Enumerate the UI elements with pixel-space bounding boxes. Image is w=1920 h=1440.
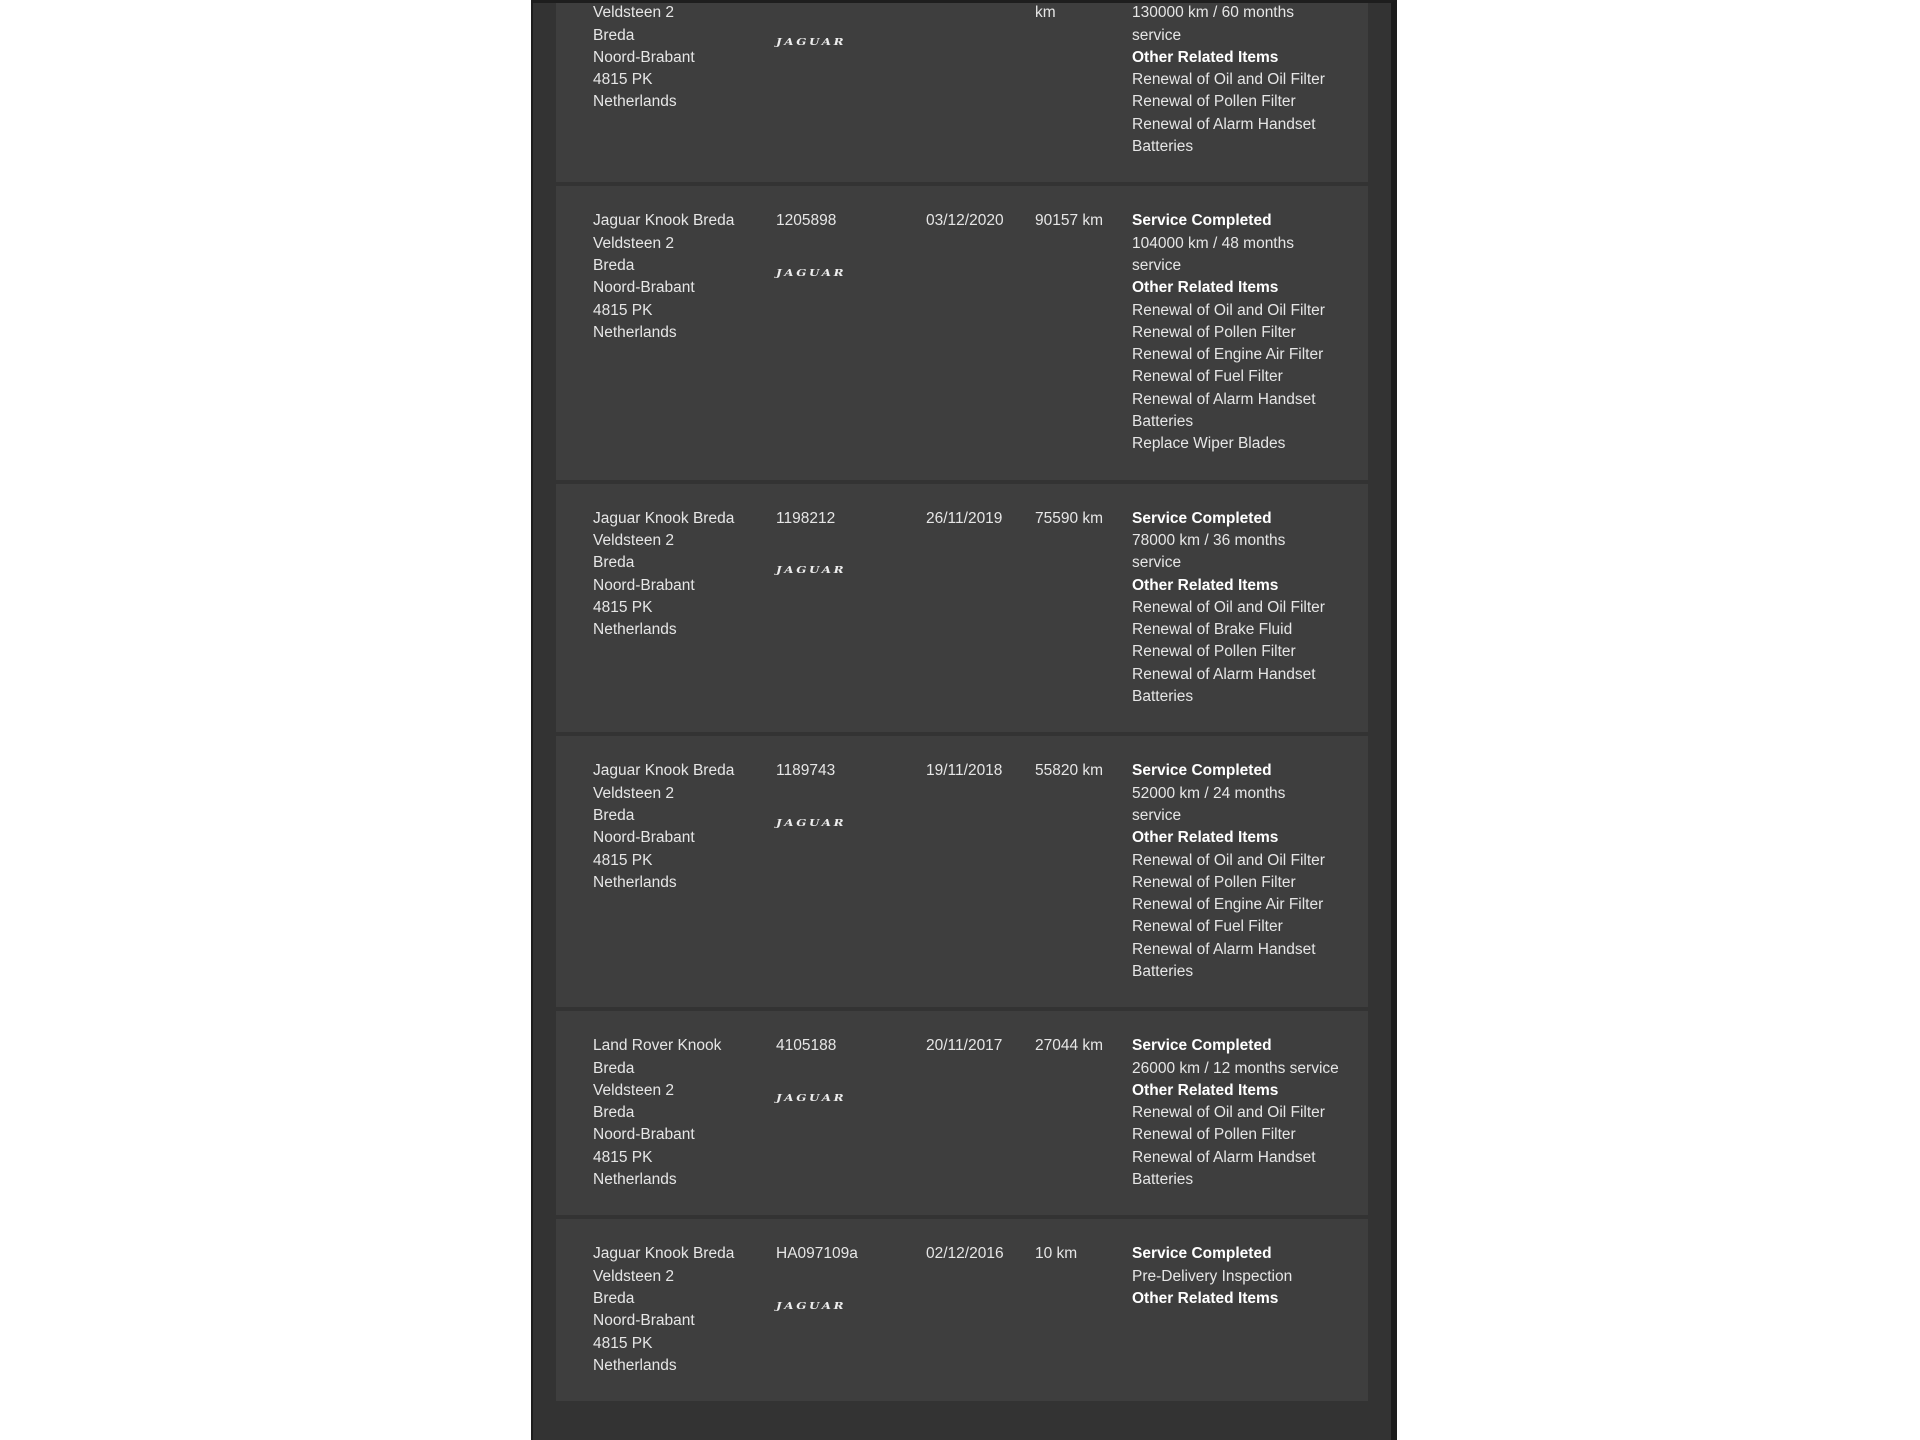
service-completed-heading: Service Completed xyxy=(1132,509,1272,527)
address-line: Netherlands xyxy=(593,1171,677,1189)
jaguar-logo: JAGUAR xyxy=(776,1300,847,1312)
jaguar-logo: JAGUAR xyxy=(776,267,847,279)
service-mileage: 90157 km xyxy=(1035,212,1104,230)
related-item: Renewal of Oil and Oil Filter xyxy=(1132,851,1325,869)
related-item: Renewal of Oil and Oil Filter xyxy=(1132,1104,1325,1122)
related-item: Renewal of Fuel Filter xyxy=(1132,368,1283,386)
related-item: Batteries xyxy=(1132,413,1194,431)
other-related-items-heading: Other Related Items xyxy=(1132,829,1279,847)
service-record xyxy=(556,484,1368,733)
service-completed-heading: Service Completed xyxy=(1132,1245,1272,1263)
service-date: 03/12/2020 xyxy=(926,212,1004,230)
service-description: service xyxy=(1132,26,1182,44)
record-spacer xyxy=(556,1243,593,1377)
address-line: Noord-Brabant xyxy=(593,279,695,297)
related-item: Renewal of Oil and Oil Filter xyxy=(1132,301,1325,319)
dealer-address xyxy=(593,508,776,709)
service-description: 104000 km / 48 months xyxy=(1132,234,1294,252)
record-spacer xyxy=(556,508,593,709)
related-item: Renewal of Engine Air Filter xyxy=(1132,346,1324,364)
service-description: service xyxy=(1132,806,1182,824)
record-spacer xyxy=(556,1035,593,1191)
service-details xyxy=(1132,0,1368,158)
service-reference-number: 4105188 xyxy=(776,1037,837,1055)
address-line: Jaguar Knook Breda xyxy=(593,212,735,230)
jaguar-logo: JAGUAR xyxy=(776,564,847,576)
address-line: Land Rover Knook xyxy=(593,1037,722,1055)
address-line: Breda xyxy=(593,1289,635,1307)
service-description: 26000 km / 12 months service xyxy=(1132,1059,1339,1077)
address-line: Breda xyxy=(593,26,635,44)
address-line: Netherlands xyxy=(593,1356,677,1374)
service-details xyxy=(1132,210,1368,455)
address-line: Netherlands xyxy=(593,873,677,891)
service-date xyxy=(926,0,1035,158)
address-line: Noord-Brabant xyxy=(593,48,695,66)
related-item: Renewal of Fuel Filter xyxy=(1132,918,1283,936)
address-line: Veldsteen 2 xyxy=(593,531,675,549)
other-related-items-heading: Other Related Items xyxy=(1132,1289,1279,1307)
address-line: Noord-Brabant xyxy=(593,829,695,847)
related-item: Renewal of Pollen Filter xyxy=(1132,643,1296,661)
service-history-panel xyxy=(531,0,1397,1440)
reference-column xyxy=(776,1035,926,1191)
jaguar-logo: JAGUAR xyxy=(776,1092,847,1104)
service-description: 78000 km / 36 months xyxy=(1132,531,1286,549)
jaguar-logo: JAGUAR xyxy=(776,36,847,48)
related-item: Renewal of Pollen Filter xyxy=(1132,93,1296,111)
address-line: Noord-Brabant xyxy=(593,1312,695,1330)
service-reference-number: 1198212 xyxy=(776,509,836,527)
service-description: Pre-Delivery Inspection xyxy=(1132,1267,1293,1285)
address-line: Breda xyxy=(593,1104,635,1122)
other-related-items-heading: Other Related Items xyxy=(1132,48,1279,66)
address-line: Netherlands xyxy=(593,621,677,639)
address-line: Breda xyxy=(593,554,635,572)
service-mileage: 55820 km xyxy=(1035,762,1104,780)
related-item: Renewal of Alarm Handset xyxy=(1132,115,1316,133)
service-date: 19/11/2018 xyxy=(926,762,1003,780)
address-line: Jaguar Knook Breda xyxy=(593,762,735,780)
service-history-list xyxy=(556,0,1368,1401)
record-spacer xyxy=(556,760,593,983)
service-mileage: 10 km xyxy=(1035,1245,1078,1263)
service-mileage: km xyxy=(1035,4,1056,22)
reference-column xyxy=(776,210,926,455)
related-item: Renewal of Oil and Oil Filter xyxy=(1132,598,1325,616)
service-record xyxy=(556,0,1368,182)
related-item: Renewal of Brake Fluid xyxy=(1132,621,1293,639)
address-line: Veldsteen 2 xyxy=(593,784,675,802)
address-line: Breda xyxy=(593,806,635,824)
service-date: 26/11/2019 xyxy=(926,509,1003,527)
service-reference-number xyxy=(776,0,926,2)
related-item: Renewal of Oil and Oil Filter xyxy=(1132,71,1325,89)
related-item: Batteries xyxy=(1132,138,1194,156)
service-description: 130000 km / 60 months xyxy=(1132,4,1294,22)
address-line: Jaguar Knook Breda xyxy=(593,509,735,527)
address-line: Veldsteen 2 xyxy=(593,234,675,252)
other-related-items-heading: Other Related Items xyxy=(1132,1081,1279,1099)
service-details xyxy=(1132,1243,1368,1377)
reference-column xyxy=(776,0,926,158)
address-line: Jaguar Knook Breda xyxy=(593,1245,735,1263)
dealer-address xyxy=(593,210,776,455)
jaguar-logo: JAGUAR xyxy=(776,817,847,829)
address-line: 4815 PK xyxy=(593,71,653,89)
service-completed-heading: Service Completed xyxy=(1132,1037,1272,1055)
related-item: Renewal of Engine Air Filter xyxy=(1132,896,1324,914)
address-line: Noord-Brabant xyxy=(593,1126,695,1144)
related-item: Renewal of Alarm Handset xyxy=(1132,940,1316,958)
service-details xyxy=(1132,760,1368,983)
dealer-address xyxy=(593,1243,776,1377)
service-mileage: 75590 km xyxy=(1035,509,1104,527)
related-item: Batteries xyxy=(1132,962,1194,980)
service-completed-heading: Service Completed xyxy=(1132,212,1272,230)
service-reference-number: 1189743 xyxy=(776,762,836,780)
address-line: Breda xyxy=(593,256,635,274)
address-line: Veldsteen 2 xyxy=(593,1267,675,1285)
address-line: Netherlands xyxy=(593,323,677,341)
dealer-address xyxy=(593,0,776,158)
service-details xyxy=(1132,508,1368,709)
service-reference-number: HA097109a xyxy=(776,1245,858,1263)
address-line: 4815 PK xyxy=(593,851,653,869)
related-item: Renewal of Alarm Handset xyxy=(1132,665,1316,683)
service-description: service xyxy=(1132,256,1182,274)
address-line: 4815 PK xyxy=(593,1334,653,1352)
service-description: 52000 km / 24 months xyxy=(1132,784,1286,802)
record-spacer xyxy=(556,210,593,455)
record-spacer xyxy=(556,0,593,158)
reference-column xyxy=(776,760,926,983)
address-line: Veldsteen 2 xyxy=(593,4,675,22)
service-record xyxy=(556,736,1368,1007)
service-reference-number: 1205898 xyxy=(776,212,837,230)
service-record xyxy=(556,1011,1368,1215)
service-date: 02/12/2016 xyxy=(926,1245,1004,1263)
address-line: Veldsteen 2 xyxy=(593,1081,675,1099)
related-item: Renewal of Alarm Handset xyxy=(1132,390,1316,408)
related-item: Renewal of Pollen Filter xyxy=(1132,1126,1296,1144)
related-item: Renewal of Alarm Handset xyxy=(1132,1148,1316,1166)
related-item: Batteries xyxy=(1132,1171,1194,1189)
address-line: Breda xyxy=(593,1059,635,1077)
related-item: Batteries xyxy=(1132,688,1194,706)
address-line: Netherlands xyxy=(593,93,677,111)
other-related-items-heading: Other Related Items xyxy=(1132,576,1279,594)
reference-column xyxy=(776,508,926,709)
reference-column xyxy=(776,1243,926,1377)
other-related-items-heading: Other Related Items xyxy=(1132,279,1279,297)
address-line: 4815 PK xyxy=(593,1148,653,1166)
related-item: Replace Wiper Blades xyxy=(1132,435,1286,453)
service-completed-heading: Service Completed xyxy=(1132,762,1272,780)
service-description: service xyxy=(1132,554,1182,572)
service-record xyxy=(556,1219,1368,1401)
dealer-address xyxy=(593,760,776,983)
address-line: Noord-Brabant xyxy=(593,576,695,594)
service-details xyxy=(1132,1035,1368,1191)
related-item: Renewal of Pollen Filter xyxy=(1132,323,1296,341)
service-record xyxy=(556,186,1368,479)
service-completed-heading xyxy=(1132,0,1368,2)
service-mileage: 27044 km xyxy=(1035,1037,1104,1055)
service-date: 20/11/2017 xyxy=(926,1037,1003,1055)
related-item: Renewal of Pollen Filter xyxy=(1132,873,1296,891)
address-line: 4815 PK xyxy=(593,598,653,616)
address-line xyxy=(593,0,776,2)
dealer-address xyxy=(593,1035,776,1191)
address-line: 4815 PK xyxy=(593,301,653,319)
